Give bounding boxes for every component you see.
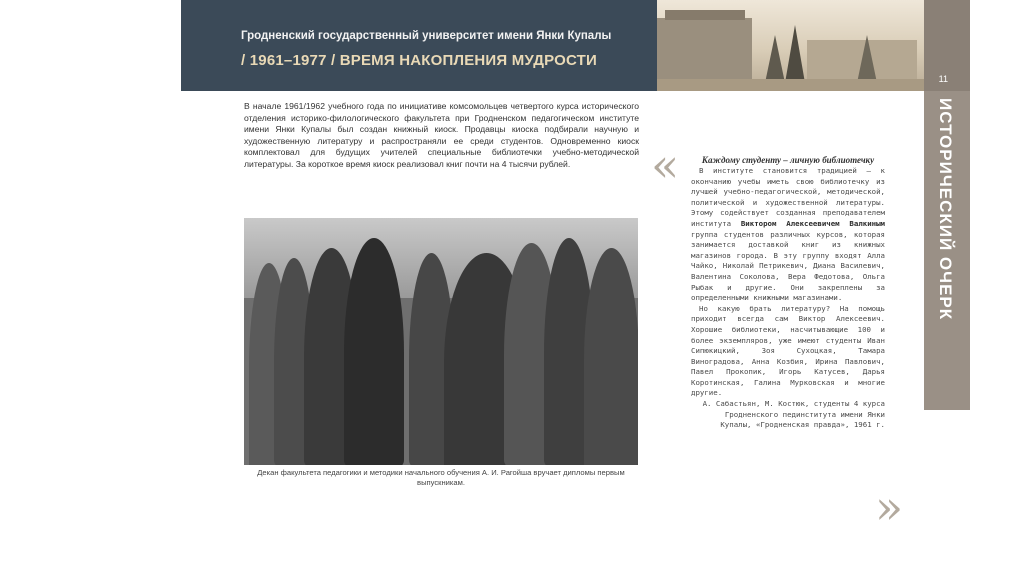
quote-title: Каждому студенту – личную библиотечку [701,155,875,165]
header-title: Гродненский государственный университет имени Янки Купалы [241,30,612,42]
page-number: 11 [938,74,948,84]
historical-photo-diploma-ceremony [244,218,638,465]
side-tab-label: ИСТОРИЧЕСКИЙ ОЧЕРК [936,98,955,321]
newspaper-quote-block [691,155,885,431]
header-subtitle: / 1961–1977 / ВРЕМЯ НАКОПЛЕНИЯ МУДРОСТИ [241,52,597,69]
document-page [181,0,970,574]
header-banner [181,0,657,91]
closing-quote-mark: » [875,480,904,534]
quote-highlight-name: Виктором Алексеевичем Валкиным [740,218,885,228]
header-photo-university-building [657,0,924,91]
quote-signature: А. Сабастьян, М. Костюк, студенты 4 курса Гродненского пединститута имени Янки Купалы, «Гродненская правда», 1961 г. [702,399,885,430]
photo-caption: Декан факультета педагогики и методики начального обучения А. И. Рагойша вручает дипломы первым выпускникам. [257,468,625,487]
quote-paragraph-1: В институте становится традицией – к окончанию учебы иметь свою библиотечку из лучшей учебно-педагогической, методической, политической и художественной литературы. Этому содействует созданная преподавателем института Виктором Алексеевичем Валкиным группа студентов различных курсов, которая занимается доставкой книг из книжных магазинов города. В эту группу входят Алла Чайко, Николай Петрикевич, Диана Василевич, Валентина Соколова, Вера Федотова, Ольга Рыбак и другие. Они закреплены за определенными книжными магазинами. [691,166,885,303]
intro-paragraph: В начале 1961/1962 учебного года по инициативе комсомольцев четвертого курса исторического отделения историко-филологического факультета при Гродненском педагогическом институте имени Янки Купалы был создан книжный киоск. Продавцы киоска подбирали научную и художественную литературу и распространяли ее среди студентов. Одновременно киоск комплектовал для будущих учителей специальные библиотечки учебно-методической литературы. За короткое время киоск реализовал книг почти на 4 тысячи рублей. [244,101,639,169]
opening-quote-mark: « [651,138,680,192]
quote-paragraph-2: Но какую брать литературу? На помощь приходит всегда сам Виктор Алексеевич. Хорошие библиотеки, насчитывающие 100 и более экземпляров, уже имеют студенты Иван Сипюкицкий, Зоя Сухоцкая, Тамара Виноградова, Анна Козбия, Ирина Павлович, Павел Прокопик, Игорь Катусев, Дарья Коротинская, Галина Мурковская и многие другие. [691,303,885,398]
